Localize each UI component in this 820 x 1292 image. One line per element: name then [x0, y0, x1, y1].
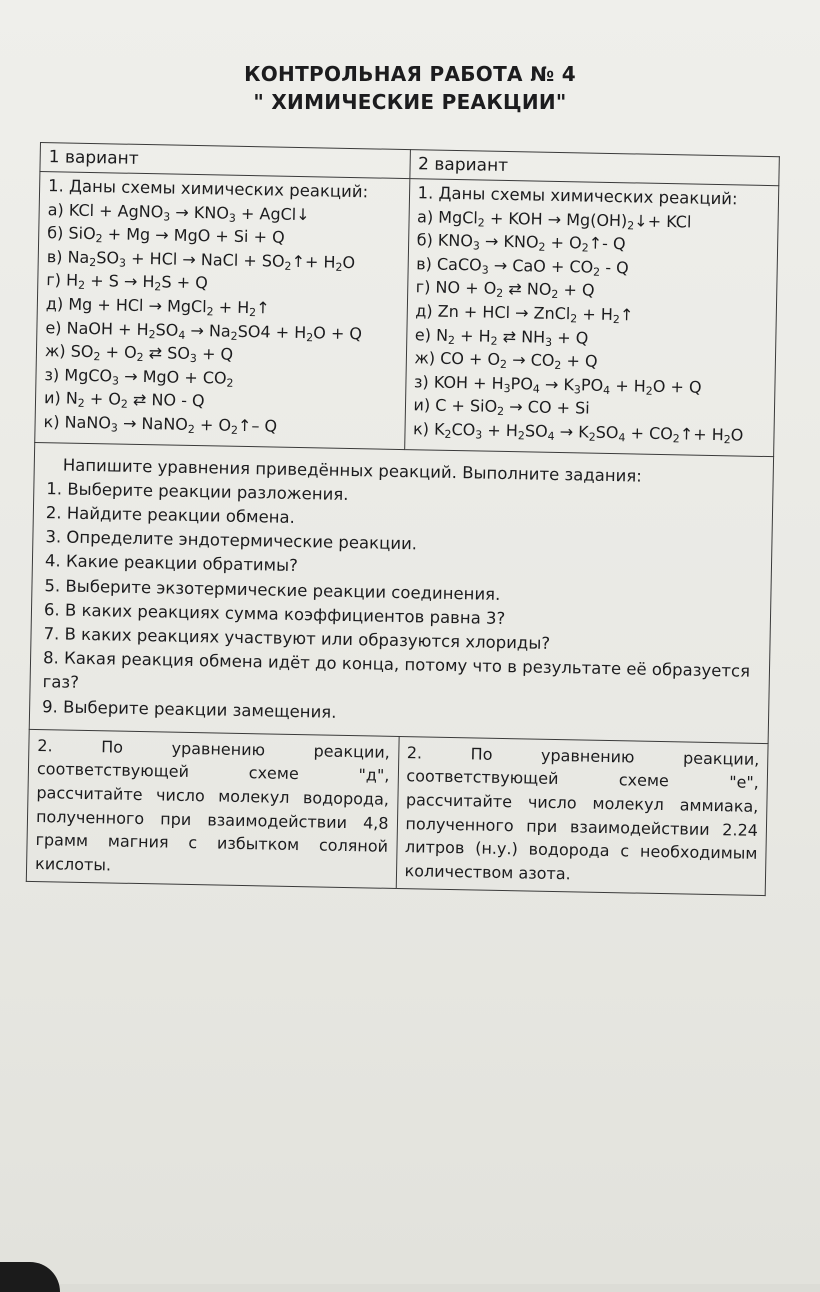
formula-subscript: 2	[496, 287, 503, 300]
formula-subscript: 2	[570, 312, 577, 325]
formula-subscript: 2	[500, 358, 507, 371]
formula-subscript: 3	[229, 211, 236, 224]
formula-text: ⇄ SO	[143, 343, 190, 363]
formula-subscript: 3	[111, 421, 118, 434]
formula-text: CO + O	[440, 349, 500, 369]
formula-subscript: 4	[603, 384, 610, 397]
formula-text: ↑+ H	[680, 424, 724, 444]
reaction-label: з)	[414, 372, 429, 391]
task-item: 9. Выберите реакции замещения.	[42, 695, 754, 733]
formula-text: → NaNO	[118, 413, 188, 433]
formula-subscript: 2	[95, 232, 102, 245]
formula-text: → CaO + CO	[489, 255, 594, 276]
formula-text: ↑+ H	[291, 252, 335, 272]
reaction-label: д)	[46, 294, 64, 313]
formula-text: + AgCl↓	[236, 203, 310, 223]
formula-text: + H	[610, 376, 646, 396]
formula-text: + Q	[197, 344, 234, 364]
formula-text: SO	[525, 421, 548, 440]
reaction-label: г)	[46, 271, 61, 290]
variant2-reactions	[404, 179, 779, 457]
formula-subscript: 3	[112, 374, 119, 387]
formula-text: KCl + AgNO	[69, 200, 164, 221]
formula-text: Mg + HCl → MgCl	[68, 295, 207, 317]
formula-text: ⇄ NO	[503, 279, 551, 299]
formula-subscript: 2	[148, 328, 155, 341]
formula-subscript: 2	[448, 333, 455, 346]
formula-text: SO4 + H	[238, 321, 307, 341]
reaction-label: г)	[416, 278, 431, 297]
formula-text: PO	[510, 374, 533, 393]
formula-text: ↓+ KCl	[634, 211, 691, 231]
formula-subscript: 4	[547, 430, 554, 443]
variant1-problem: 2. По уравнению реакции, соответствующей схеме "д", рассчитайте число молекул водорода, полученного при взаимодействии 4,8 грамм магния с избытком соляной кислоты.	[26, 729, 398, 889]
variant1-header: 1 вариант	[40, 143, 410, 179]
formula-subscript: 3	[475, 428, 482, 441]
reaction-label: з)	[44, 365, 59, 384]
formula-text: + Q	[558, 280, 595, 300]
formula-text: O + Q	[653, 377, 702, 397]
formula-subscript: 2	[226, 376, 233, 389]
formula-text: ↑- Q	[589, 234, 626, 254]
reaction-label: б)	[47, 223, 63, 242]
reaction-label: е)	[415, 325, 431, 344]
page-subtitle: " ХИМИЧЕСКИЕ РЕАКЦИИ"	[0, 90, 820, 114]
formula-text: SO	[96, 248, 119, 267]
formula-text: O	[731, 425, 744, 444]
formula-subscript: 2	[306, 331, 313, 344]
formula-text: + O	[85, 389, 122, 409]
formula-text: PO	[581, 375, 604, 394]
formula-subscript: 2	[231, 329, 238, 342]
task-item: 4. Какие реакции обратимы?	[45, 550, 757, 588]
formula-text: KOH + H	[434, 372, 504, 392]
formula-text: SO	[155, 320, 178, 339]
formula-text: H	[66, 271, 78, 290]
formula-text: → KNO	[480, 232, 539, 252]
reaction-label: б)	[417, 230, 433, 249]
formula-subscript: 2	[206, 305, 213, 318]
formula-text: CO	[451, 420, 475, 439]
worksheet-table	[26, 142, 780, 896]
formula-subscript: 2	[627, 219, 634, 232]
formula-text: + S → H	[85, 271, 155, 291]
formula-subscript: 2	[538, 241, 545, 254]
formula-subscript: 2	[490, 334, 497, 347]
formula-text: Na	[67, 247, 89, 266]
formula-text: → K	[554, 422, 588, 442]
formula-text: C + SiO	[435, 396, 497, 416]
task-item: 6. В каких реакциях сумма коэффициентов равна 3?	[44, 598, 756, 636]
task-item: 7. В каких реакциях участвуют или образуются хлориды?	[43, 622, 755, 660]
variant1-reactions	[35, 172, 410, 450]
formula-text: + O	[100, 342, 137, 362]
formula-text: → MgO + CO	[119, 366, 227, 387]
reaction-label: к)	[43, 412, 59, 431]
formula-subscript: 2	[554, 359, 561, 372]
formula-text: ⇄ NO - Q	[128, 390, 205, 410]
formula-text: → KNO	[170, 202, 229, 222]
formula-text: + H	[577, 304, 613, 324]
reaction-label: д)	[415, 301, 433, 320]
page-title: КОНТРОЛЬНАЯ РАБОТА № 4	[0, 62, 820, 86]
formula-subscript: 2	[78, 279, 85, 292]
formula-text: + Q	[561, 351, 598, 371]
formula-text: + HCl → NaCl + SO	[126, 248, 285, 270]
formula-subscript: 2	[582, 242, 589, 255]
formula-text: → K	[540, 374, 574, 394]
reaction-label: в)	[416, 254, 432, 273]
formula-text: N	[66, 389, 78, 408]
formula-text: ↑	[256, 298, 270, 317]
formula-subscript: 2	[444, 428, 451, 441]
formula-text: CaCO	[437, 254, 482, 274]
formula-text: + CO	[625, 423, 673, 443]
formula-text: → CO + Si	[504, 397, 590, 418]
formula-text: NaNO	[64, 412, 111, 432]
formula-subscript: 2	[93, 350, 100, 363]
formula-text: MgCl	[438, 207, 478, 227]
formula-subscript: 2	[231, 424, 238, 437]
variant2-problem: 2. По уравнению реакции, соответствующей схеме "е", рассчитайте число молекул аммиака, полученного при взаимодействии 2.24 литров (н.у.) водорода с необходимым количеством азота.	[396, 736, 768, 896]
formula-subscript: 2	[646, 384, 653, 397]
reaction-label: а)	[417, 207, 433, 226]
formula-text: + O	[195, 415, 232, 435]
variant2-task-caption: 1. Даны схемы химических реакций:	[417, 181, 770, 211]
formula-subscript: 2	[551, 288, 558, 301]
formula-subscript: 2	[136, 351, 143, 364]
formula-subscript: 3	[503, 382, 510, 395]
formula-text: SO	[71, 342, 94, 361]
formula-subscript: 4	[618, 431, 625, 444]
formula-subscript: 2	[121, 398, 128, 411]
formula-subscript: 2	[593, 265, 600, 278]
formula-text: + O	[545, 233, 582, 253]
formula-subscript: 3	[473, 240, 480, 253]
task-item: 2. Найдите реакции обмена.	[46, 501, 758, 539]
formula-subscript: 2	[284, 259, 291, 272]
reaction-label: и)	[413, 396, 430, 415]
formula-subscript: 2	[613, 313, 620, 326]
formula-subscript: 3	[482, 263, 489, 276]
formula-text: SiO	[68, 224, 96, 244]
formula-text: K	[434, 420, 445, 439]
formula-text: KNO	[438, 231, 473, 251]
formula-subscript: 3	[190, 352, 197, 365]
formula-subscript: 2	[673, 432, 680, 445]
reaction-label: ж)	[45, 341, 66, 360]
formula-text: ⇄ NH	[497, 326, 545, 346]
reaction-label: в)	[47, 247, 63, 266]
task-item: 3. Определите эндотермические реакции.	[45, 525, 757, 563]
formula-text: - Q	[600, 258, 629, 278]
formula-subscript: 3	[163, 210, 170, 223]
formula-subscript: 2	[589, 431, 596, 444]
formula-text: N	[436, 325, 448, 344]
corner-shadow	[0, 1262, 60, 1292]
formula-subscript: 2	[335, 260, 342, 273]
formula-text: + H	[213, 297, 249, 317]
formula-text: O	[342, 253, 355, 272]
formula-text: Zn + HCl → ZnCl	[438, 302, 571, 324]
task-item: 5. Выберите экзотермические реакции соединения.	[44, 574, 756, 612]
formula-text: + Q	[552, 327, 589, 347]
reaction-label: а)	[48, 200, 64, 219]
formula-text: ↑	[620, 305, 634, 324]
formula-subscript: 2	[518, 429, 525, 442]
formula-subscript: 2	[249, 306, 256, 319]
formula-text: ↑– Q	[238, 416, 277, 436]
formula-subscript: 4	[178, 328, 185, 341]
formula-text: + KOH → Mg(OH)	[485, 208, 628, 230]
formula-text: + H	[482, 420, 518, 440]
formula-text: MgCO	[64, 365, 112, 385]
reaction-label: ж)	[414, 348, 435, 367]
task-item: 8. Какая реакция обмена идёт до конца, потому что в результате её образуется газ?	[42, 646, 755, 708]
formula-text: NO + O	[435, 278, 496, 298]
formula-text: S + Q	[161, 273, 208, 293]
formula-subscript: 2	[154, 281, 161, 294]
formula-text: O + Q	[313, 323, 362, 343]
formula-subscript: 2	[724, 433, 731, 446]
formula-text: + Mg → MgO + Si + Q	[102, 224, 284, 246]
formula-subscript: 2	[78, 397, 85, 410]
tasks-intro: Напишите уравнения приведённых реакций. Выполните задания:	[47, 453, 759, 491]
formula-text: NaOH + H	[66, 318, 148, 339]
variant2-header: 2 вариант	[409, 150, 779, 186]
formula-subscript: 4	[533, 382, 540, 395]
formula-subscript: 2	[497, 405, 504, 418]
reaction-label: и)	[44, 388, 61, 407]
task-item: 1. Выберите реакции разложения.	[46, 477, 758, 515]
tasks-block	[29, 442, 773, 743]
reaction-label: к)	[413, 419, 429, 438]
formula-subscript: 3	[574, 383, 581, 396]
formula-text: SO	[596, 423, 619, 442]
formula-text: → CO	[507, 350, 555, 370]
formula-subscript: 2	[478, 216, 485, 229]
formula-text: + H	[455, 326, 491, 346]
formula-subscript: 2	[188, 423, 195, 436]
formula-subscript: 2	[89, 256, 96, 269]
variant1-task-caption: 1. Даны схемы химических реакций:	[48, 174, 401, 204]
formula-subscript: 3	[545, 335, 552, 348]
reaction-label: е)	[45, 318, 61, 337]
formula-text: → Na	[185, 320, 231, 340]
formula-subscript: 3	[119, 256, 126, 269]
